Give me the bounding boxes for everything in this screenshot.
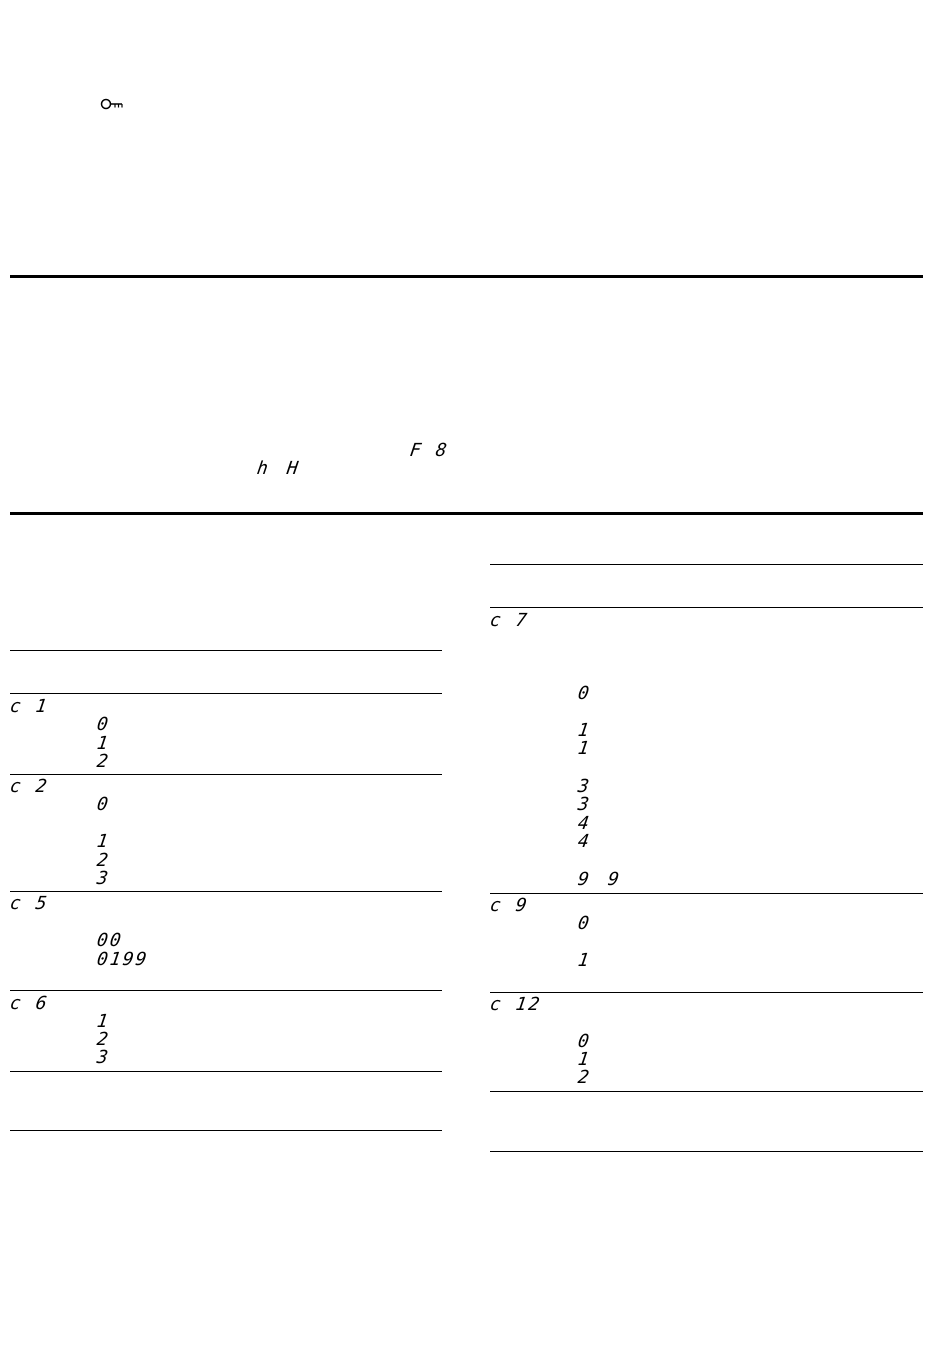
- key-icon: [100, 97, 124, 111]
- table-header-top-rule: [490, 564, 923, 565]
- row-divider: [10, 774, 442, 775]
- option-value: 0: [576, 913, 593, 934]
- H-symbol: H: [285, 458, 302, 479]
- option-value: 1: [95, 1011, 112, 1032]
- option-value: 0199: [95, 949, 150, 970]
- option-value: 1: [576, 950, 593, 971]
- row-divider: [490, 992, 923, 993]
- setting-code-c1: c 1: [8, 696, 51, 717]
- table-header-bottom-rule: [10, 693, 442, 694]
- option-value: 2: [95, 1029, 112, 1050]
- option-value: 0: [576, 1031, 593, 1052]
- row-divider: [10, 990, 442, 991]
- error-code-f8: F 8: [408, 440, 451, 461]
- table-bottom-rule: [490, 1151, 923, 1152]
- option-value: 3: [95, 1047, 112, 1068]
- option-value: 2: [576, 1067, 593, 1088]
- setting-code-c5: c 5: [8, 893, 51, 914]
- row-divider: [490, 1091, 923, 1092]
- option-value: 9: [576, 869, 593, 890]
- option-value: 3: [576, 794, 593, 815]
- option-value: 3: [576, 776, 593, 797]
- row-divider: [490, 893, 923, 894]
- option-value: 1: [576, 738, 593, 759]
- table-bottom-rule: [10, 1130, 442, 1131]
- option-value: 0: [576, 683, 593, 704]
- option-value: 1: [576, 1049, 593, 1070]
- h-symbol: h: [255, 458, 272, 479]
- option-value: 0: [95, 714, 112, 735]
- setting-code-c6: c 6: [8, 993, 51, 1014]
- table-header-top-rule: [10, 650, 442, 651]
- setting-code-c9: c 9: [488, 895, 531, 916]
- option-value: 2: [95, 850, 112, 871]
- section-divider: [10, 275, 923, 278]
- option-value: 2: [95, 751, 112, 772]
- table-header-bottom-rule: [490, 607, 923, 608]
- option-value: 1: [95, 733, 112, 754]
- setting-code-c7: c 7: [488, 610, 531, 631]
- option-value: 0: [95, 794, 112, 815]
- row-divider: [10, 891, 442, 892]
- option-value: 1: [95, 831, 112, 852]
- option-value: 00: [95, 930, 125, 951]
- setting-code-c12: c 12: [488, 994, 543, 1015]
- option-value: 4: [576, 813, 593, 834]
- section-divider: [10, 512, 923, 515]
- option-value: 3: [95, 868, 112, 889]
- option-value: 4: [576, 831, 593, 852]
- option-value: 1: [576, 720, 593, 741]
- setting-code-c2: c 2: [8, 776, 51, 797]
- option-value: 9: [606, 869, 623, 890]
- row-divider: [10, 1071, 442, 1072]
